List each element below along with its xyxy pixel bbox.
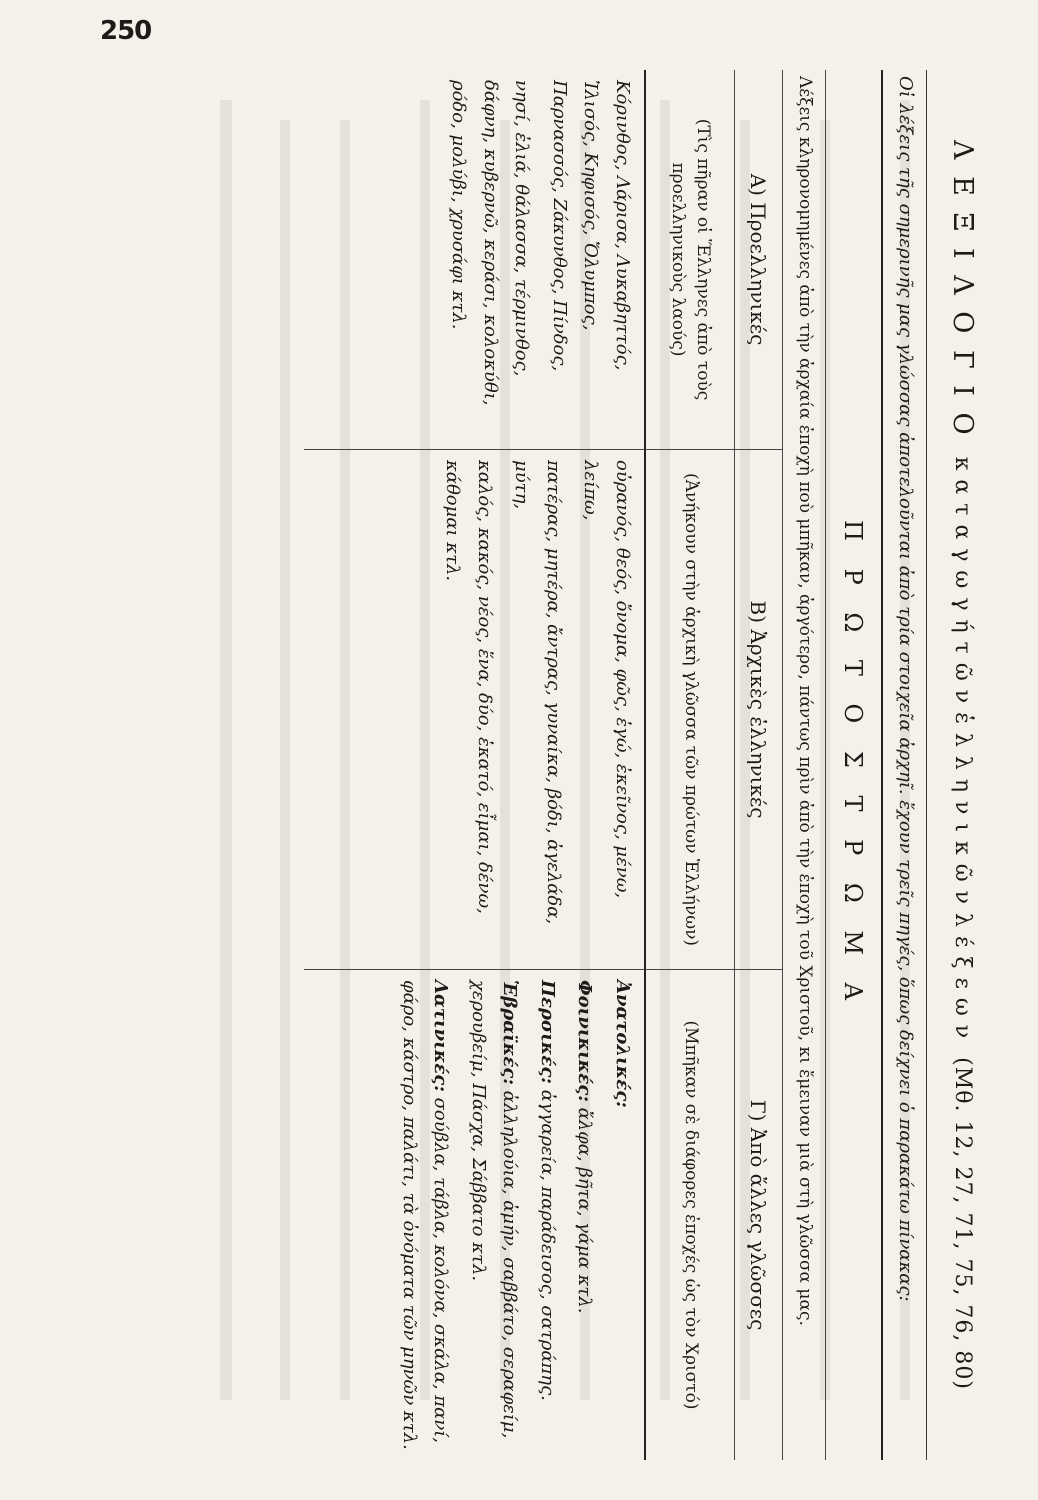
lexicon-reference: (Μθ. 12, 27, 71, 75, 76, 80) bbox=[950, 1057, 975, 1390]
word-group bbox=[463, 980, 526, 1450]
word-group-label: Ἀνατολικές: bbox=[612, 980, 633, 1108]
word-group bbox=[394, 980, 457, 1450]
categories-table bbox=[304, 70, 782, 1460]
word-list: καλός, κακός, νέος, ἕνα, δύο, ἑκατό, εἶμαι, δένω, κάθομαι κτλ. bbox=[442, 460, 495, 914]
word-list: νησί, ἐλιά, θάλασσα, τέρμινθος, δάφνη, κυβερνῶ, κεράσι, κολοκύθι, ρόδο, μολύβι, χρυσάφι κτλ. bbox=[448, 80, 533, 406]
lexicon-title: Λ Ε Ξ Ι Λ Ο Γ Ι Ο bbox=[947, 139, 978, 439]
category-heading-c: Γ) Ἀπὸ ἄλλες γλῶσσες bbox=[734, 970, 782, 1460]
words-column-c bbox=[304, 970, 644, 1460]
word-list: πατέρας, μητέρα, ἄντρας, γυναίκα, βόδι, ἀγελάδα, μύτη, bbox=[511, 460, 564, 925]
category-note-a: (Τὶς πῆραν οἱ Ἕλληνες ἀπὸ τοὺς προελληνικοὺς λαούς) bbox=[644, 70, 734, 450]
word-group-text: σούβλα, τάβλα, κολόνα, σκάλα, πανί, φάρο, κάστρο, παλάτι, τὰ ὀνόματα τῶν μηνῶν κτλ. bbox=[399, 980, 452, 1450]
word-list: οὐρανός, θεός, ὄνομα, φῶς, ἐγώ, ἐκεῖνος, μένω, λείπω, bbox=[580, 460, 633, 899]
section-summary: Λέξεις κληρονομημένες ἀπὸ τὴν ἀρχαία ἐποχὴ ποὺ μπῆκαν, ἀργότερο, πάντως πρὶν ἀπὸ τὴν ἐποχὴ τοῦ Χριστοῦ, κι ἔμειναν μιὰ στὴ γλῶσσα μας. bbox=[782, 70, 825, 1460]
category-note-b: (Ἀνήκουν στὴν ἀρχικὴ γλῶσσα τῶν πρώτων Ἑλλήνων) bbox=[644, 450, 734, 970]
word-group-label: Λατινικές: bbox=[430, 980, 452, 1092]
section-title: Π Ρ Ω Τ Ο Σ Τ Ρ Ω Μ Α bbox=[825, 70, 881, 1460]
word-list: Κόρινθος, Λάρισα, Λυκαβηττός, Ἰλισός, Κηφισός, Ὄλυμπος, Παρνασσός, Ζάκυνθος, Πίνδος, bbox=[549, 80, 633, 372]
word-group-label: Ἑβραϊκές: bbox=[499, 980, 521, 1085]
word-group-text: ἀλληλούια, ἀμήν, σαββάτο, σεραφείμ, χερουβείμ, Πάσχα, Σάββατο κτλ. bbox=[468, 980, 521, 1439]
table-title bbox=[926, 70, 990, 1460]
word-group bbox=[607, 980, 639, 1450]
intro-text: Οἱ λέξεις τῆς σημερινῆς μας γλώσσας ἀποτελοῦνται ἀπὸ τρία στοιχεῖα ἀρχηῖ. ἔχουν τρεῖς πηγές, ὅπως δείχνει ὁ παρακάτω πίνακας: bbox=[881, 70, 926, 1460]
word-group bbox=[532, 980, 564, 1450]
rotated-table-page bbox=[160, 70, 990, 1460]
word-group-text: ἄλφα, βῆτα, γάμα κτλ. bbox=[574, 1107, 596, 1314]
category-note-c: (Μπῆκαν σὲ διάφορες ἐποχές ὡς τὸν Χριστό) bbox=[644, 970, 734, 1460]
words-column-b bbox=[304, 450, 644, 970]
lexicon-subtitle: κ α τ α γ ω γ ή τ ῶ ν ἑ λ λ η ν ι κ ῶ ν λ έ ξ ε ω ν bbox=[950, 456, 975, 1040]
word-group-label: Περσικές: bbox=[537, 980, 558, 1084]
category-heading-a: Α) Προελληνικές bbox=[734, 70, 782, 450]
word-group-label: Φοινικικές: bbox=[574, 980, 596, 1102]
word-group-text: ἀγγαρεία, παράδεισος, σατράπης. bbox=[537, 1089, 558, 1401]
word-group bbox=[569, 980, 601, 1450]
page-number: 250 bbox=[100, 16, 152, 46]
category-heading-b: Β) Ἀρχικὲς ἑλληνικές bbox=[734, 450, 782, 970]
words-column-a bbox=[304, 70, 644, 450]
